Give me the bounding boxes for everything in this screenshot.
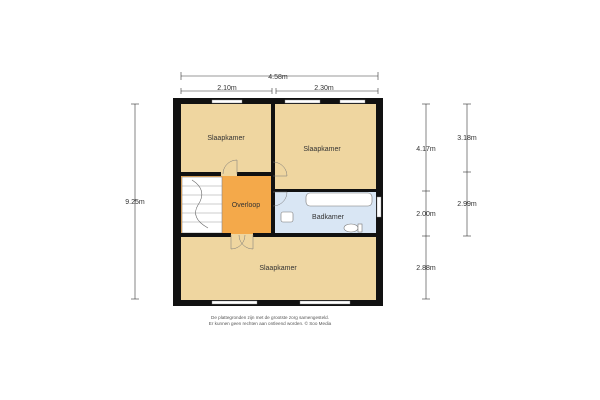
room-label-landing: Overloop bbox=[231, 202, 261, 209]
room-label-bedroom-2: Slaapkamer bbox=[303, 146, 341, 153]
bathtub-icon bbox=[306, 193, 372, 206]
disclaimer-line-1: De plattegronden zijn met de grootste zorg samengesteld. bbox=[211, 315, 329, 320]
dimension-total-width: 4.58m bbox=[268, 74, 288, 81]
dimension-total-depth: 9.25m bbox=[125, 199, 145, 206]
dimension-right-bottom: 2.88m bbox=[416, 265, 436, 272]
toilet-icon bbox=[344, 224, 358, 232]
room-label-bathroom: Badkamer bbox=[312, 214, 344, 221]
dimension-right-width: 2.30m bbox=[314, 85, 334, 92]
room-label-bedroom-1: Slaapkamer bbox=[207, 135, 245, 142]
dimension-right-middle: 2.00m bbox=[416, 211, 436, 218]
dimension-far-right-top: 3.18m bbox=[457, 135, 477, 142]
dimension-far-right-bottom: 2.99m bbox=[457, 201, 477, 208]
staircase bbox=[182, 177, 222, 233]
room-label-bedroom-3: Slaapkamer bbox=[259, 265, 297, 272]
dimension-right-top: 4.17m bbox=[416, 146, 436, 153]
dimension-left-width: 2.10m bbox=[217, 85, 237, 92]
disclaimer-line-2: Er kunnen geen rechten aan ontleend worden. © Soo Media bbox=[208, 321, 332, 326]
sink-icon bbox=[281, 212, 293, 222]
